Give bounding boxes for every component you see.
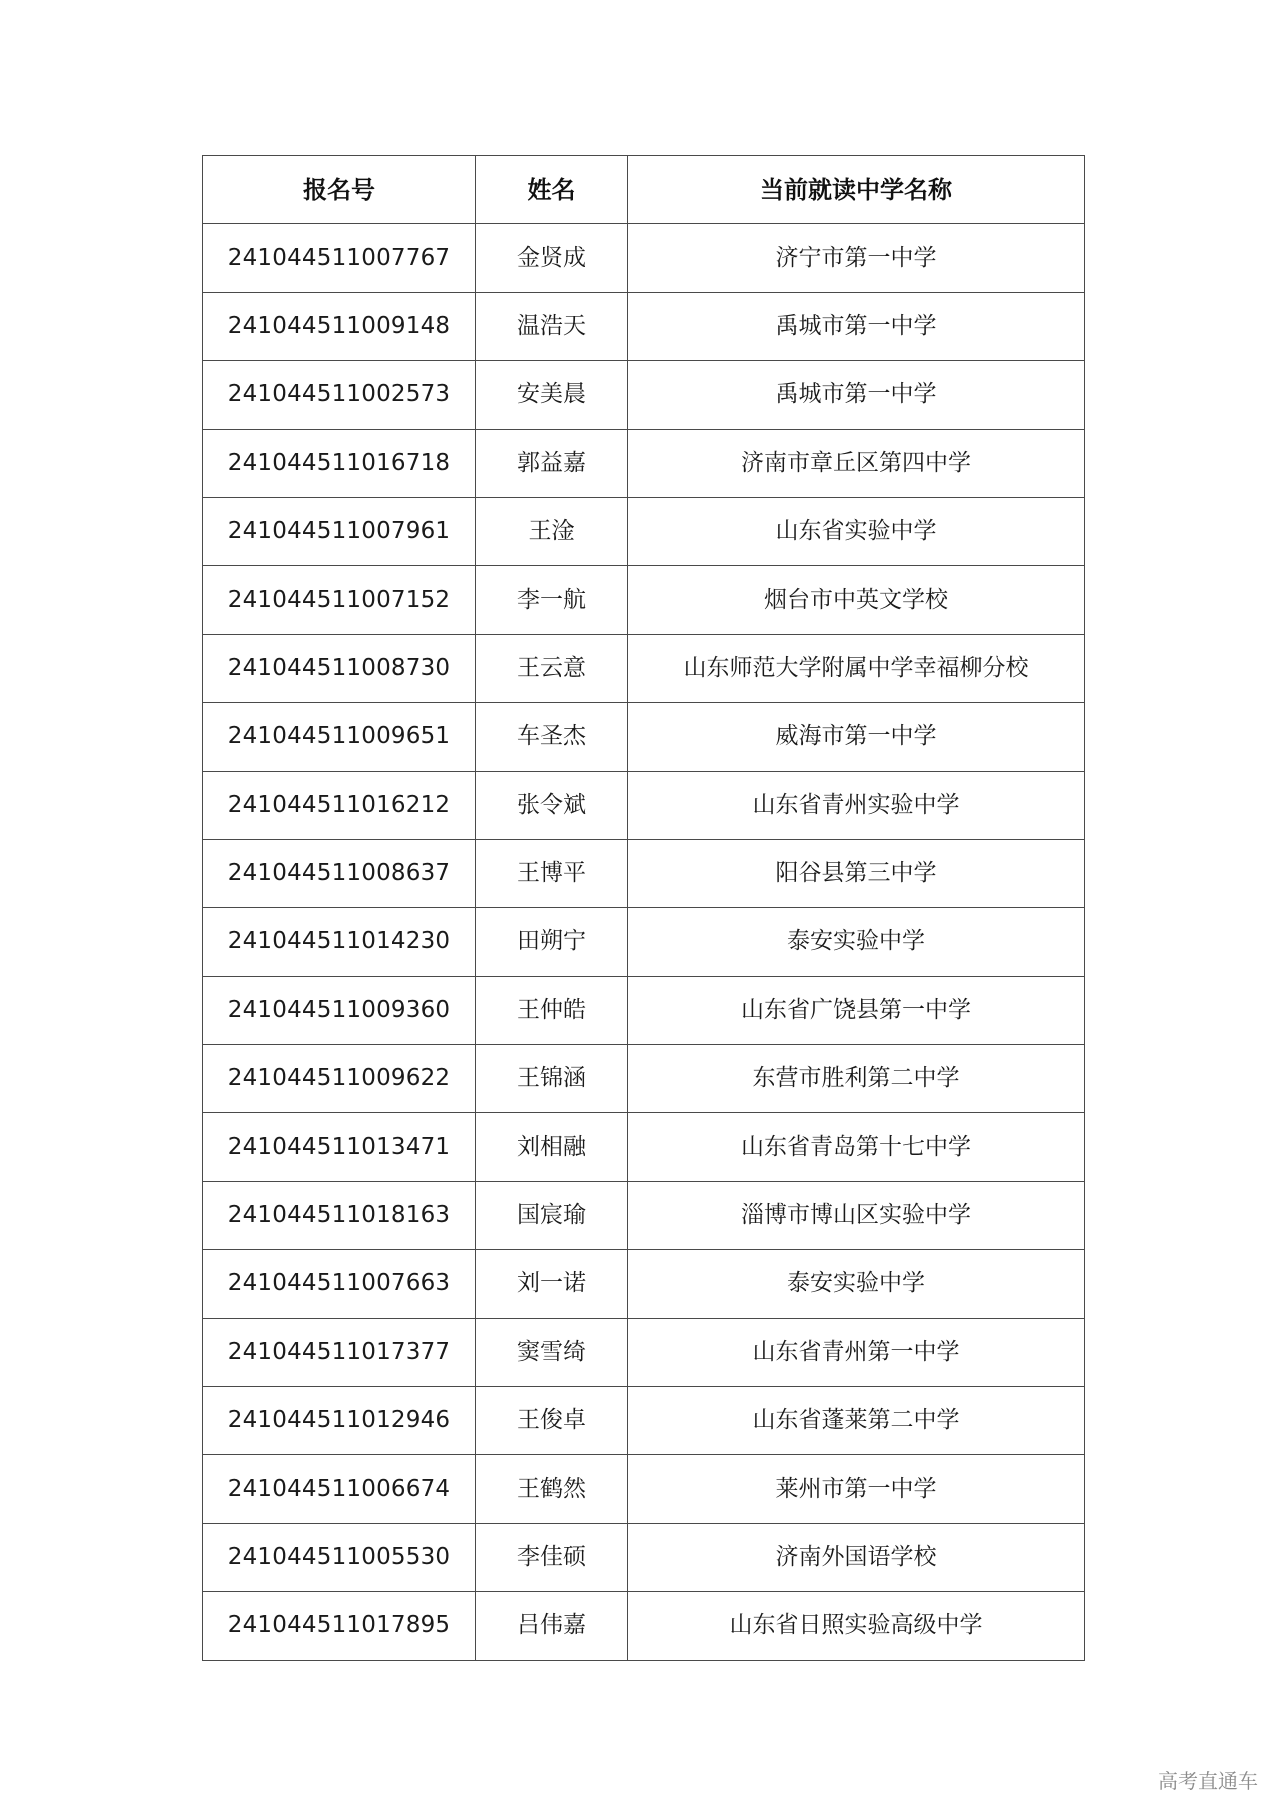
cell-school: 禹城市第一中学 bbox=[628, 292, 1085, 360]
cell-name: 王俊卓 bbox=[476, 1387, 628, 1455]
cell-registration-no: 241044511007961 bbox=[203, 497, 476, 565]
table-row bbox=[203, 497, 1085, 565]
cell-name: 吕伟嘉 bbox=[476, 1592, 628, 1660]
cell-school: 泰安实验中学 bbox=[628, 908, 1085, 976]
cell-school: 山东省广饶县第一中学 bbox=[628, 976, 1085, 1044]
cell-registration-no: 241044511008637 bbox=[203, 839, 476, 907]
cell-school: 淄博市博山区实验中学 bbox=[628, 1181, 1085, 1249]
table-row bbox=[203, 224, 1085, 292]
table-body bbox=[203, 224, 1085, 1660]
cell-name: 王鹤然 bbox=[476, 1455, 628, 1523]
cell-registration-no: 241044511016718 bbox=[203, 429, 476, 497]
table-row bbox=[203, 771, 1085, 839]
header-name: 姓名 bbox=[476, 156, 628, 224]
cell-name: 王博平 bbox=[476, 839, 628, 907]
cell-name: 李佳硕 bbox=[476, 1523, 628, 1591]
cell-school: 山东师范大学附属中学幸福柳分校 bbox=[628, 634, 1085, 702]
cell-name: 王云意 bbox=[476, 634, 628, 702]
table-row bbox=[203, 1181, 1085, 1249]
cell-school: 山东省蓬莱第二中学 bbox=[628, 1387, 1085, 1455]
cell-name: 张令斌 bbox=[476, 771, 628, 839]
cell-registration-no: 241044511017895 bbox=[203, 1592, 476, 1660]
cell-school: 威海市第一中学 bbox=[628, 703, 1085, 771]
table-row bbox=[203, 429, 1085, 497]
cell-name: 郭益嘉 bbox=[476, 429, 628, 497]
cell-name: 车圣杰 bbox=[476, 703, 628, 771]
cell-registration-no: 241044511014230 bbox=[203, 908, 476, 976]
cell-registration-no: 241044511012946 bbox=[203, 1387, 476, 1455]
header-registration-no: 报名号 bbox=[203, 156, 476, 224]
table-row bbox=[203, 1455, 1085, 1523]
cell-name: 王仲皓 bbox=[476, 976, 628, 1044]
cell-name: 窦雪绮 bbox=[476, 1318, 628, 1386]
cell-school: 山东省青岛第十七中学 bbox=[628, 1113, 1085, 1181]
table-row bbox=[203, 703, 1085, 771]
cell-registration-no: 241044511018163 bbox=[203, 1181, 476, 1249]
table-row bbox=[203, 566, 1085, 634]
table-row bbox=[203, 1250, 1085, 1318]
cell-school: 莱州市第一中学 bbox=[628, 1455, 1085, 1523]
table-row bbox=[203, 1045, 1085, 1113]
table-row bbox=[203, 1592, 1085, 1660]
table-row bbox=[203, 292, 1085, 360]
cell-name: 刘相融 bbox=[476, 1113, 628, 1181]
cell-registration-no: 241044511006674 bbox=[203, 1455, 476, 1523]
cell-school: 济南外国语学校 bbox=[628, 1523, 1085, 1591]
cell-registration-no: 241044511009651 bbox=[203, 703, 476, 771]
cell-name: 李一航 bbox=[476, 566, 628, 634]
cell-registration-no: 241044511007152 bbox=[203, 566, 476, 634]
cell-school: 烟台市中英文学校 bbox=[628, 566, 1085, 634]
cell-registration-no: 241044511009622 bbox=[203, 1045, 476, 1113]
table-row bbox=[203, 839, 1085, 907]
cell-name: 国宸瑜 bbox=[476, 1181, 628, 1249]
cell-registration-no: 241044511007663 bbox=[203, 1250, 476, 1318]
cell-school: 山东省青州第一中学 bbox=[628, 1318, 1085, 1386]
cell-registration-no: 241044511009360 bbox=[203, 976, 476, 1044]
cell-name: 安美晨 bbox=[476, 361, 628, 429]
header-school: 当前就读中学名称 bbox=[628, 156, 1085, 224]
cell-school: 阳谷县第三中学 bbox=[628, 839, 1085, 907]
cell-name: 金贤成 bbox=[476, 224, 628, 292]
table-header-row bbox=[203, 156, 1085, 224]
cell-school: 济宁市第一中学 bbox=[628, 224, 1085, 292]
table-row bbox=[203, 976, 1085, 1044]
cell-registration-no: 241044511009148 bbox=[203, 292, 476, 360]
cell-registration-no: 241044511005530 bbox=[203, 1523, 476, 1591]
table-row bbox=[203, 1318, 1085, 1386]
cell-name: 刘一诺 bbox=[476, 1250, 628, 1318]
cell-registration-no: 241044511013471 bbox=[203, 1113, 476, 1181]
table-row bbox=[203, 1523, 1085, 1591]
admission-list-table bbox=[202, 155, 1085, 1661]
table-row bbox=[203, 908, 1085, 976]
cell-registration-no: 241044511016212 bbox=[203, 771, 476, 839]
cell-registration-no: 241044511007767 bbox=[203, 224, 476, 292]
cell-registration-no: 241044511008730 bbox=[203, 634, 476, 702]
table-row bbox=[203, 1113, 1085, 1181]
cell-school: 东营市胜利第二中学 bbox=[628, 1045, 1085, 1113]
cell-school: 禹城市第一中学 bbox=[628, 361, 1085, 429]
cell-school: 济南市章丘区第四中学 bbox=[628, 429, 1085, 497]
cell-school: 山东省日照实验高级中学 bbox=[628, 1592, 1085, 1660]
cell-school: 山东省青州实验中学 bbox=[628, 771, 1085, 839]
cell-registration-no: 241044511017377 bbox=[203, 1318, 476, 1386]
cell-name: 王淦 bbox=[476, 497, 628, 565]
cell-name: 田朔宁 bbox=[476, 908, 628, 976]
table-row bbox=[203, 361, 1085, 429]
cell-school: 泰安实验中学 bbox=[628, 1250, 1085, 1318]
cell-registration-no: 241044511002573 bbox=[203, 361, 476, 429]
cell-name: 温浩天 bbox=[476, 292, 628, 360]
cell-school: 山东省实验中学 bbox=[628, 497, 1085, 565]
cell-name: 王锦涵 bbox=[476, 1045, 628, 1113]
table-row bbox=[203, 634, 1085, 702]
table-row bbox=[203, 1387, 1085, 1455]
watermark: 高考直通车 bbox=[1158, 1769, 1258, 1793]
